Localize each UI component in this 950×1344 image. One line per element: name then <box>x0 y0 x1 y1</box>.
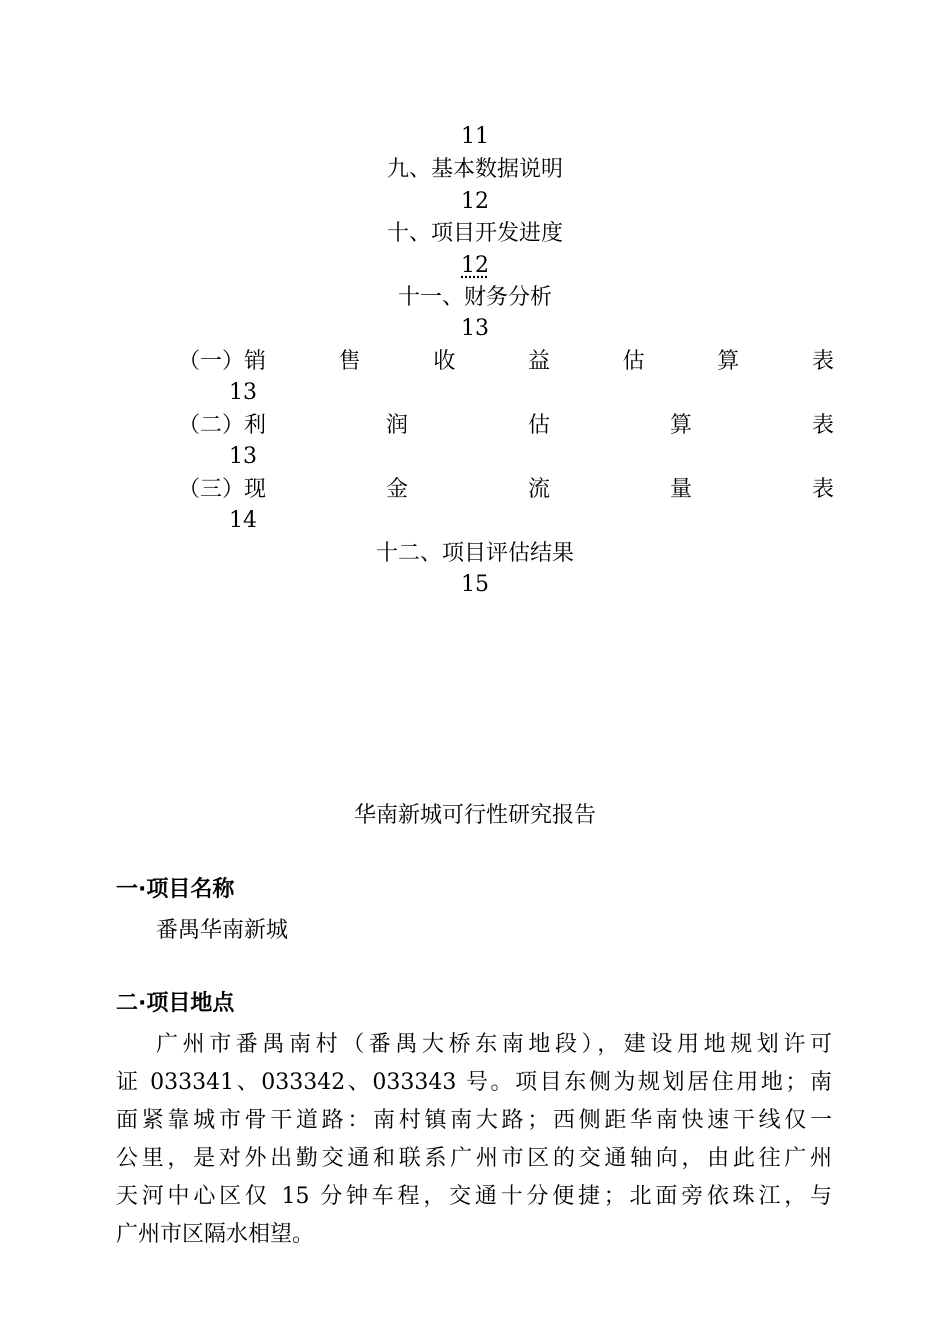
toc-subitem-text: 表 <box>811 413 834 438</box>
paragraph-line: 广州市区隔水相望。 <box>116 1222 315 1247</box>
paragraph-line: 证 033341、033342、033343 号。项目东侧为规划居住用地；南 <box>116 1070 832 1095</box>
project-name-text: 番禺华南新城 <box>156 918 289 943</box>
toc-subitem-profit[interactable] <box>178 411 834 441</box>
toc-page-number: 13 <box>461 316 489 341</box>
toc-subitem-text: 金 <box>385 477 408 502</box>
toc-subitem-text: （三）现 <box>178 477 267 502</box>
toc-item-evaluation[interactable]: 十二、项目评估结果 <box>375 541 574 566</box>
toc-subitem-text: 润 <box>385 413 408 438</box>
toc-item-basic-data[interactable]: 九、基本数据说明 <box>386 157 563 182</box>
paragraph-line: 面紧靠城市骨干道路：南村镇南大路；西侧距华南快速干线仅一 <box>116 1108 832 1133</box>
toc-subitem-sales-revenue[interactable] <box>178 347 834 377</box>
toc-page-number: 12 <box>461 189 489 214</box>
toc-page-number: 15 <box>461 572 489 597</box>
toc-subitem-text: 售 <box>338 349 361 374</box>
section-heading-project-location: 二·项目地点 <box>116 991 235 1016</box>
toc-subitem-text: 算 <box>717 349 740 374</box>
toc-subitem-text: 表 <box>811 477 834 502</box>
toc-page-number: 13 <box>229 444 257 469</box>
toc-subitem-text: 表 <box>811 349 834 374</box>
toc-subitem-text: 流 <box>527 477 550 502</box>
toc-page-number: 11 <box>461 124 489 149</box>
paragraph-line: 公里，是对外出勤交通和联系广州市区的交通轴向，由此往广州 <box>116 1146 832 1171</box>
toc-item-financial-analysis[interactable]: 十一、财务分析 <box>397 285 552 310</box>
report-title: 华南新城可行性研究报告 <box>353 803 596 828</box>
toc-subitem-text: 算 <box>669 413 692 438</box>
toc-page-number: 14 <box>229 508 257 533</box>
section-heading-project-name: 一·项目名称 <box>116 877 235 902</box>
toc-page-number: 12 <box>461 253 489 278</box>
toc-item-schedule[interactable]: 十、项目开发进度 <box>386 221 563 246</box>
toc-page-number: 13 <box>229 380 257 405</box>
paragraph-line: 广州市番禺南村（番禺大桥东南地段），建设用地规划许可 <box>156 1032 832 1057</box>
toc-subitem-text: 估 <box>622 349 645 374</box>
toc-subitem-text: 收 <box>433 349 456 374</box>
toc-subitem-text: （一）销 <box>178 349 267 374</box>
toc-subitem-text: 益 <box>527 349 550 374</box>
toc-subitem-text: 量 <box>669 477 692 502</box>
toc-subitem-cash-flow[interactable] <box>178 475 834 505</box>
paragraph-line: 天河中心区仅 15 分钟车程，交通十分便捷；北面旁依珠江，与 <box>116 1184 832 1209</box>
toc-subitem-text: （二）利 <box>178 413 267 438</box>
toc-subitem-text: 估 <box>527 413 550 438</box>
location-paragraph <box>116 1026 832 1254</box>
